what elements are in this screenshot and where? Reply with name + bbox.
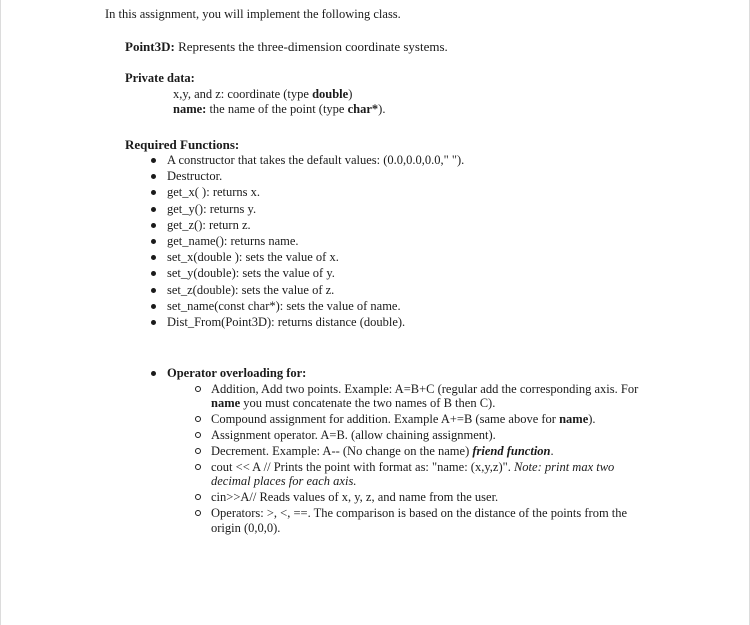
function-item-get-z: get_z(): return z. (151, 218, 464, 234)
function-item-destructor: Destructor. (151, 169, 464, 185)
function-item-set-y: set_y(double): sets the value of y. (151, 266, 464, 282)
operator-item-comparison: Operators: >, <, ==. The comparison is based on the distance of the points from the origin (0,0,0). (195, 506, 655, 534)
operator-item-compound-assignment: Compound assignment for addition. Example A+=B (same above for name). (195, 412, 655, 426)
class-description: Represents the three-dimension coordinate systems. (174, 39, 448, 54)
class-definition (125, 39, 448, 54)
function-item-set-name: set_name(const char*): sets the value of name. (151, 299, 464, 315)
required-functions-list (151, 153, 464, 331)
operator-overloading-heading: Operator overloading for: (151, 366, 306, 381)
operator-overloading-list (195, 382, 655, 537)
operator-item-assignment: Assignment operator. A=B. (allow chaining assignment). (195, 428, 655, 442)
operator-item-decrement: Decrement. Example: A-- (No change on the name) friend function. (195, 444, 655, 458)
operator-item-cin: cin>>A// Reads values of x, y, z, and name from the user. (195, 490, 655, 504)
function-item-get-name: get_name(): returns name. (151, 234, 464, 250)
operator-item-addition: Addition, Add two points. Example: A=B+C (regular add the corresponding axis. For name you must concatenate the two names of B then C). (195, 382, 655, 410)
function-item-constructor: A constructor that takes the default values: (0.0,0.0,0.0," "). (151, 153, 464, 169)
function-item-dist-from: Dist_From(Point3D): returns distance (double). (151, 315, 464, 331)
function-item-get-y: get_y(): returns y. (151, 202, 464, 218)
private-item-name: name: the name of the point (type char*). (173, 102, 386, 116)
private-data-heading: Private data: (125, 71, 195, 85)
private-item-coordinates: x,y, and z: coordinate (type double) (173, 87, 353, 101)
function-item-set-z: set_z(double): sets the value of z. (151, 283, 464, 299)
intro-text: In this assignment, you will implement the following class. (105, 7, 401, 21)
operator-item-cout: cout << A // Prints the point with format as: "name: (x,y,z)". Note: print max two decimal places for each axis. (195, 460, 655, 488)
function-item-set-x: set_x(double ): sets the value of x. (151, 250, 464, 266)
required-functions-heading: Required Functions: (125, 137, 240, 152)
function-item-get-x: get_x( ): returns x. (151, 185, 464, 201)
class-name: Point3D: (125, 39, 175, 54)
